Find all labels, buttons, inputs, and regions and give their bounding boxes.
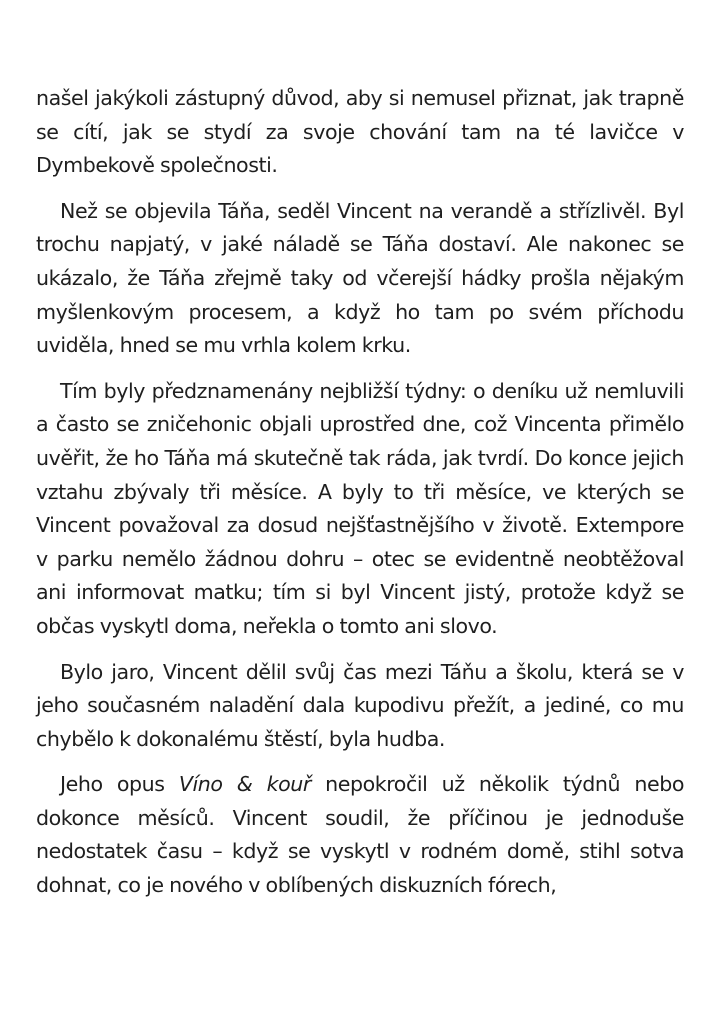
- paragraph-3: Tím byly předznamenány nejbližší týdny: o deníku už nemluvili a často se zničehonic objali uprostřed dne, což Vincenta přimělo uvěřit, že ho Táňa má skutečně tak ráda, jak tvrdí. Do konce jejich vztahu zbývaly tři měsíce. A byly to tři měsíce, ve kterých se Vincent považoval za dosud nejšťastnějšího v životě. Extempore v parku nemělo žádnou dohru – otec se evidentně neobtěžoval ani informovat matku; tím si byl Vincent jistý, protože když se občas vyskytl doma, neřekla o tomto ani slovo.: [36, 378, 684, 638]
- paragraph-5-rest: nepokročil už několik týdnů nebo dokonce měsíců. Vincent soudil, že příčinou je jednoduše nedostatek času – když se vyskytl v rodném domě, stihl sotva dohnat, co je nového v oblíbených diskuzních fórech,: [36, 772, 684, 898]
- paragraph-2: Než se objevila Táňa, seděl Vincent na verandě a střízlivěl. Byl trochu napjatý, v jaké náladě se Táňa dostaví. Ale nakonec se ukázalo, že Táňa zřejmě taky od včerejší hádky prošla nějakým myšlenkovým procesem, a když ho tam po svém příchodu uviděla, hned se mu vrhla kolem krku.: [36, 198, 684, 358]
- paragraph-5-start: Jeho opus: [60, 772, 179, 797]
- work-title: Víno & kouř: [178, 772, 311, 797]
- paragraph-1: našel jakýkoli zástupný důvod, aby si nemusel přiznat, jak trapně se cítí, jak se stydí za svoje chování tam na té lavičce v Dymbekově společnosti.: [36, 86, 684, 178]
- paragraph-5: [36, 768, 684, 902]
- book-page: [36, 82, 684, 915]
- paragraph-4: Bylo jaro, Vincent dělil svůj čas mezi Táňu a školu, která se v jeho současném naladění dala kupodivu přežít, a jediné, co mu chybělo k dokonalému štěstí, byla hudba.: [36, 659, 684, 751]
